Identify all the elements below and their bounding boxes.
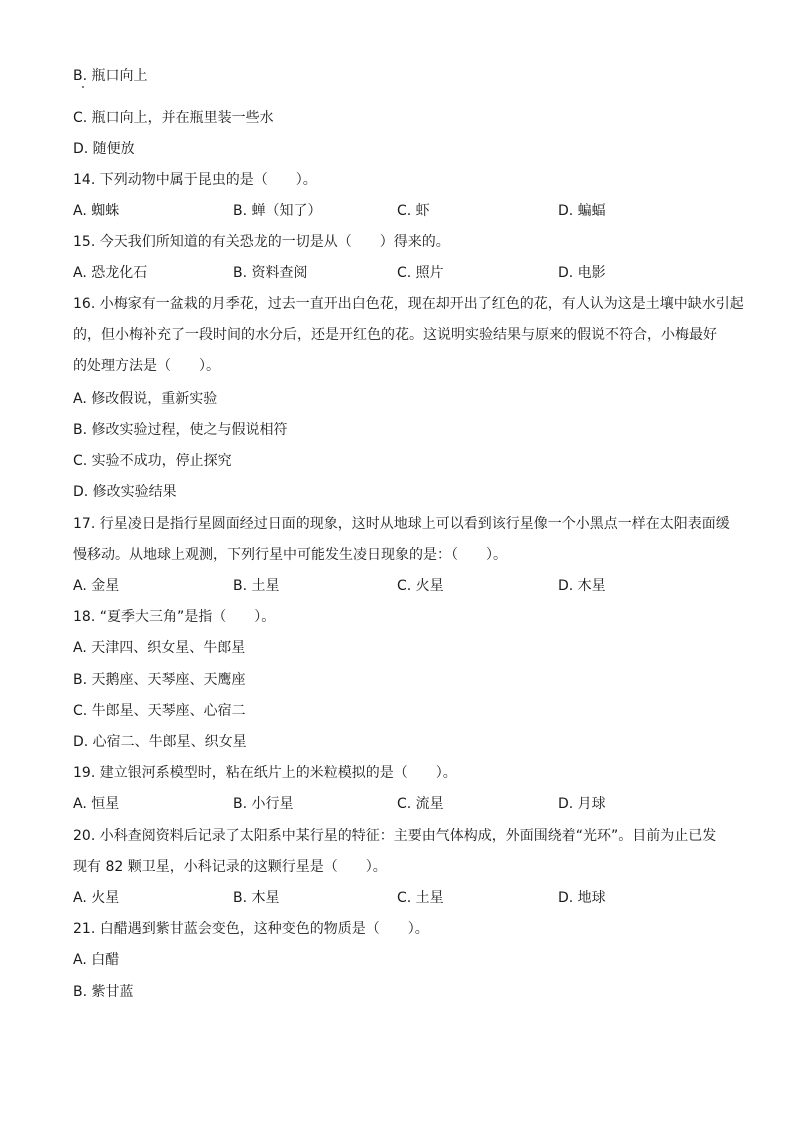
option-b: B. 修改实验过程，使之与假说相符 [73, 422, 288, 438]
option-b: B. 天鹅座、天琴座、天鹰座 [73, 672, 246, 688]
option-c: C. 火星 [397, 578, 444, 594]
question-17-line-1: 17. 行星凌日是指行星圆面经过日面的现象，这时从地球上可以看到该行星像一个小黑点一样在太阳表面缓 [73, 516, 730, 532]
option-c: C. 实验不成功，停止探究 [73, 453, 232, 469]
option-d: D. 修改实验结果 [73, 484, 177, 500]
option-c: C. 虾 [397, 203, 430, 219]
option-line: D. 随便放 [73, 141, 135, 157]
option-a: A. 蜘蛛 [73, 203, 120, 219]
question-16-line-2: 的，但小梅补充了一段时间的水分后，还是开红色的花。这说明实验结果与原来的假说不符合，小梅最好 [73, 327, 717, 343]
option-c: C. 土星 [397, 890, 444, 906]
option-a: A. 火星 [73, 890, 120, 906]
option-a: A. 白醋 [73, 952, 120, 968]
option-b: B. 资料查阅 [233, 265, 308, 281]
option-b: B. 紫甘蓝 [73, 984, 134, 1000]
option-d: D. 电影 [558, 265, 606, 281]
option-line: C. 瓶口向上，并在瓶里装一些水 [73, 110, 274, 126]
question-20-line-1: 20. 小科查阅资料后记录了太阳系中某行星的特征：主要由气体构成，外面围绕着“光环”。目前为止已发 [73, 828, 717, 844]
option-c: C. 流星 [397, 796, 444, 812]
question-18: 18. “夏季大三角”是指（ ）。 [73, 609, 276, 625]
option-c: C. 照片 [397, 265, 444, 281]
option-a: A. 恒星 [73, 796, 120, 812]
option-b: B. 小行星 [233, 796, 294, 812]
question-16-line-1: 16. 小梅家有一盆栽的月季花，过去一直开出白色花，现在却开出了红色的花，有人认为这是土壤中缺水引起 [73, 296, 744, 312]
option-a: A. 恐龙化石 [73, 265, 148, 281]
option-d: D. 木星 [558, 578, 606, 594]
option-a: A. 修改假说，重新实验 [73, 391, 218, 407]
question-20-line-2: 现有 82 颗卫星，小科记录的这颗行星是（ ）。 [73, 859, 387, 875]
option-d: D. 月球 [558, 796, 606, 812]
option-d: D. 地球 [558, 890, 606, 906]
question-15: 15. 今天我们所知道的有关恐龙的一切是从（ ）得来的。 [73, 234, 450, 250]
option-line: B. 瓶口向上 [73, 68, 148, 84]
option-d: D. 心宿二、牛郎星、织女星 [73, 734, 247, 750]
question-17-line-2: 慢移动。从地球上观测，下列行星中可能发生凌日现象的是：（ ）。 [73, 547, 507, 563]
option-b: B. 木星 [233, 890, 280, 906]
question-19: 19. 建立银河系模型时，粘在纸片上的米粒模拟的是（ ）。 [73, 765, 457, 781]
option-b: B. 土星 [233, 578, 280, 594]
option-c: C. 牛郎星、天琴座、心宿二 [73, 703, 246, 719]
question-16-line-3: 的处理方法是（ ）。 [73, 358, 220, 374]
stray-dot [82, 86, 84, 88]
option-d: D. 蝙蝠 [558, 203, 606, 219]
question-14: 14. 下列动物中属于昆虫的是（ ）。 [73, 172, 317, 188]
option-a: A. 天津四、织女星、牛郎星 [73, 640, 246, 656]
option-b: B. 蝉（知了） [233, 203, 322, 219]
question-21: 21. 白醋遇到紫甘蓝会变色，这种变色的物质是（ ）。 [73, 921, 429, 937]
option-a: A. 金星 [73, 578, 120, 594]
